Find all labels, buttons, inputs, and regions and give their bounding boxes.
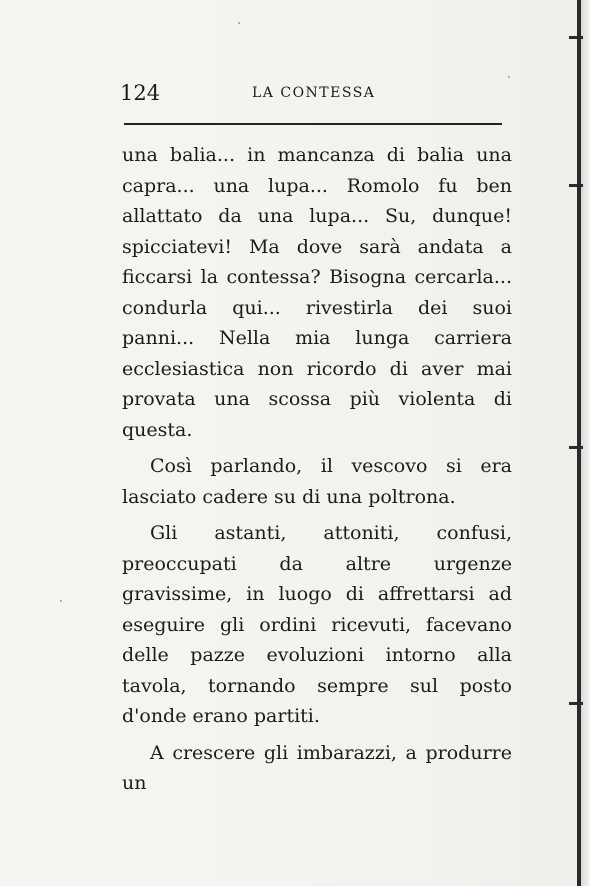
page-edge-shadow bbox=[581, 0, 590, 886]
body-text bbox=[122, 140, 512, 799]
header-rule bbox=[124, 123, 502, 125]
paragraph: una balia... in mancanza di balia una capra... una lupa... Romolo fu ben allattato da una lupa... Su, dunque! spicciatevi! Ma dove sarà andata a ficcarsi la contessa? Bisogna cercarla... condurla qui... rivestirla dei suoi panni... Nella mia lunga carriera ecclesiastica non ricordo di aver mai provata una scossa più violenta di questa. bbox=[122, 144, 512, 441]
paper-speck bbox=[238, 22, 240, 24]
page-header bbox=[120, 80, 500, 106]
paragraph: A crescere gli imbarazzi, a produrre un bbox=[122, 741, 512, 794]
page-number: 124 bbox=[120, 81, 161, 105]
edge-mark bbox=[569, 446, 583, 449]
edge-mark bbox=[569, 702, 583, 705]
paper-speck bbox=[60, 600, 62, 602]
running-title: LA CONTESSA bbox=[252, 85, 376, 101]
edge-mark bbox=[569, 36, 583, 39]
page-edge bbox=[577, 0, 581, 886]
paragraph: Così parlando, il vescovo si era lasciato cadere su di una poltrona. bbox=[122, 455, 512, 508]
edge-mark bbox=[569, 184, 583, 187]
paper-speck bbox=[508, 76, 510, 78]
paragraph: Gli astanti, attoniti, confusi, preoccupati da altre urgenze gravissime, in luogo di affrettarsi ad eseguire gli ordini ricevuti, facevano delle pazze evoluzioni intorno alla tavola, tornando sempre sul posto d'onde erano partiti. bbox=[122, 522, 512, 727]
